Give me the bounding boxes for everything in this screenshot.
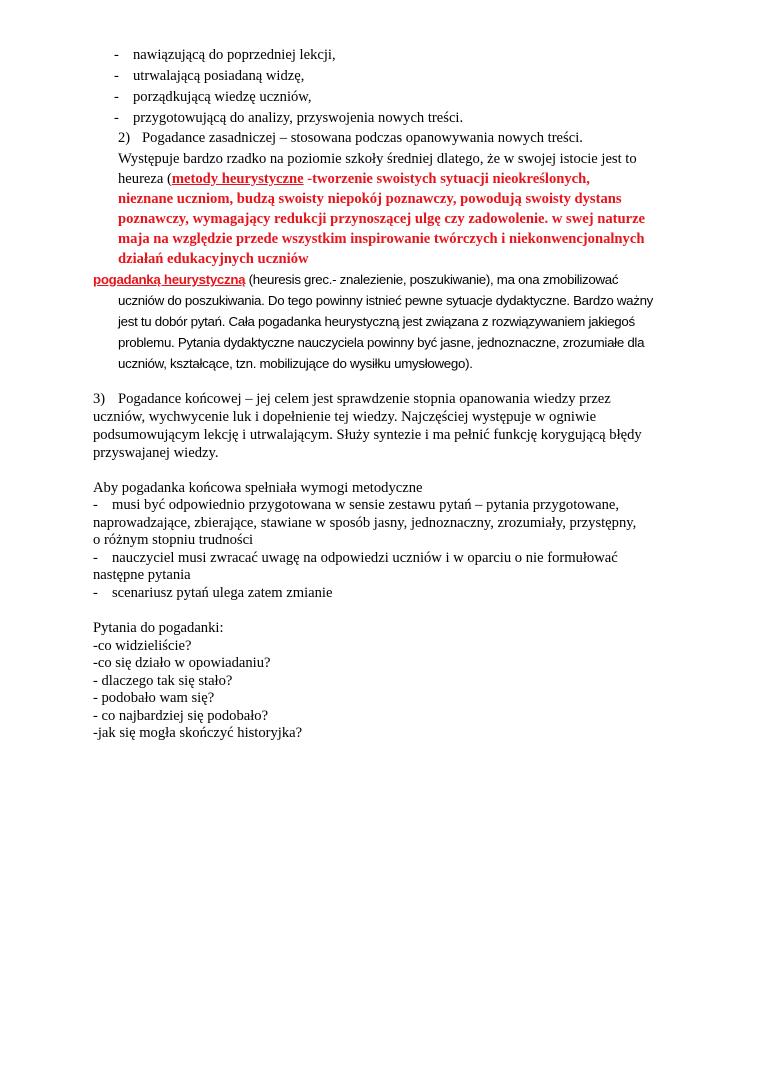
list-dash: - bbox=[114, 110, 119, 126]
paragraph-line: uczniów, kształcące, tzn. mobilizujące do wysiłku umysłowego). bbox=[118, 356, 473, 371]
paragraph-line: Pogadance końcowej – jej celem jest sprawdzenie stopnia opanowania wiedzy przez bbox=[118, 391, 611, 407]
list-item: scenariusz pytań ulega zatem zmianie bbox=[112, 585, 333, 601]
questions-header: Pytania do pogadanki: bbox=[93, 620, 224, 636]
red-line: nieznane uczniom, budzą swoisty niepokój poznawczy, powodują swoisty dystans bbox=[118, 191, 622, 207]
red-line: działań edukacyjnych uczniów bbox=[118, 251, 309, 267]
list-dash: - bbox=[93, 497, 98, 513]
list-dash: - bbox=[114, 89, 119, 105]
paragraph-line: Aby pogadanka końcowa spełniała wymogi metodyczne bbox=[93, 480, 423, 496]
list-dash: - bbox=[93, 550, 98, 566]
paragraph-line: podsumowującym lekcję i utrwalającym. Służy syntezie i ma pełnić funkcję korygującą błędy bbox=[93, 427, 642, 443]
question-item: - podobało wam się? bbox=[93, 690, 215, 706]
paragraph-line: uczniów do poszukiwania. Do tego powinny istnieć pewne sytuacje dydaktyczne. Bardzo ważny bbox=[118, 293, 654, 308]
list-item: nauczyciel musi zwracać uwagę na odpowiedzi uczniów i w oparciu o nie formułować bbox=[112, 550, 618, 566]
list-item: następne pytania bbox=[93, 567, 191, 583]
section-number: 2) bbox=[118, 130, 131, 146]
list-item: naprowadzające, zbierające, stawiane w sposób jasny, jednoznaczny, zrozumiały, przystępny, bbox=[93, 515, 637, 531]
question-item: -co się działo w opowiadaniu? bbox=[93, 655, 271, 671]
paragraph-line: przyswajanej wiedzy. bbox=[93, 445, 219, 461]
paragraph-line: problemu. Pytania dydaktyczne nauczyciela powinny być jasne, jednoznaczne, zrozumiałe dla bbox=[118, 335, 645, 350]
list-item: przygotowującą do analizy, przyswojenia nowych treści. bbox=[133, 110, 464, 126]
list-dash: - bbox=[114, 68, 119, 84]
list-item: musi być odpowiednio przygotowana w sensie zestawu pytań – pytania przygotowane, bbox=[112, 497, 620, 513]
list-item: utrwalającą posiadaną widzę, bbox=[133, 68, 305, 84]
list-item: porządkującą wiedzę uczniów, bbox=[133, 89, 312, 105]
paragraph-line: Występuje bardzo rzadko na poziomie szkoły średniej dlatego, że w swojej istocie jest to bbox=[118, 151, 637, 167]
paragraph-line: jest tu dobór pytań. Cała pogadanka heurystyczną jest związana z rozwiązywaniem jakiegoś bbox=[118, 314, 635, 329]
paragraph-line bbox=[118, 169, 590, 189]
list-item: o różnym stopniu trudności bbox=[93, 532, 254, 548]
question-item: -jak się mogła skończyć historyjka? bbox=[93, 725, 303, 741]
question-item: -co widzieliście? bbox=[93, 638, 192, 654]
red-line: maja na względzie przede wszystkim inspirowanie twórczych i niekonwencjonalnych bbox=[118, 231, 645, 247]
red-text: -tworzenie swoistych sytuacji nieokreślonych, bbox=[303, 171, 590, 187]
section-number: 3) bbox=[93, 391, 106, 407]
question-item: - dlaczego tak się stało? bbox=[93, 673, 233, 689]
list-dash: - bbox=[93, 585, 98, 601]
paragraph-line: Pogadance zasadniczej – stosowana podczas opanowywania nowych treści. bbox=[142, 130, 583, 146]
red-underlined-term: pogadanką heurystyczną bbox=[93, 272, 246, 287]
paragraph-line bbox=[93, 270, 618, 290]
text-normal: heureza ( bbox=[118, 171, 172, 187]
list-dash: - bbox=[114, 47, 119, 63]
list-item: nawiązującą do poprzedniej lekcji, bbox=[133, 47, 336, 63]
red-underlined-term: metody heurystyczne bbox=[171, 171, 304, 187]
red-line: poznawczy, wymagający redukcji przynoszącej ulgę czy zadowolenie. w swej naturze bbox=[118, 211, 646, 227]
text-normal: (heuresis grec.- znalezienie, poszukiwanie), ma ona zmobilizować bbox=[245, 272, 619, 287]
question-item: - co najbardziej się podobało? bbox=[93, 708, 269, 724]
paragraph-line: uczniów, wychwycenie luk i dopełnienie tej wiedzy. Najczęściej występuje w ogniwie bbox=[93, 409, 597, 425]
